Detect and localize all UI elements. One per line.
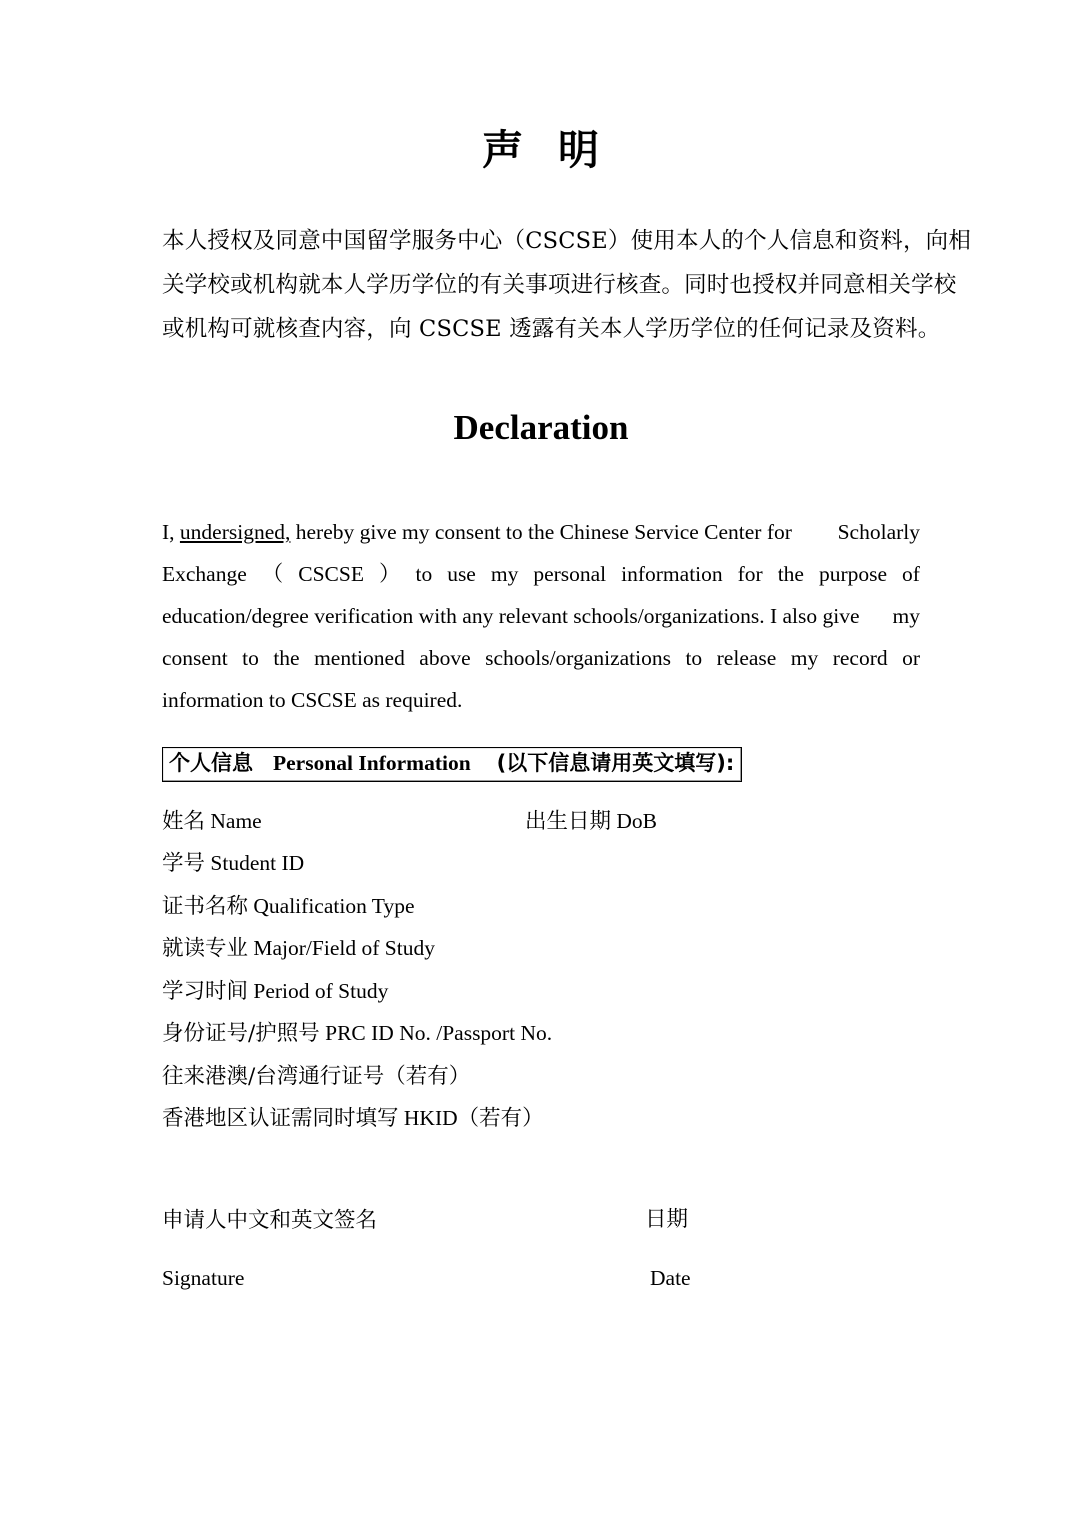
undersigned-underlined: undersigned, (179, 520, 291, 545)
field-label-hk-macau-taiwan-permit-chinese: 往来港澳/台湾通行证号（若有） (162, 1063, 471, 1089)
field-label-qualification-type-english: Qualification Type (253, 893, 415, 918)
field-label-id-passport-english: PRC ID No. /Passport No. (325, 1021, 553, 1046)
field-label-dob-english: DoB (616, 808, 658, 833)
personal-information-note: (以下信息请用英文填写): (496, 751, 735, 776)
english-word-the: the (777, 562, 804, 587)
english-line3-end: my (892, 604, 920, 629)
signature-label-english: Signature (162, 1265, 245, 1290)
english-paren-close: ） (378, 562, 401, 587)
english-word-to-3: to (685, 646, 703, 671)
field-label-major-chinese: 就读专业 (162, 936, 249, 962)
chinese-paragraph-line-3: 或机构可就核查内容，向 CSCSE 透露有关本人学历学位的任何记录及资料。 (162, 316, 941, 343)
english-word-the-2: the (273, 646, 300, 671)
field-label-name-chinese: 姓名 (162, 808, 206, 834)
chinese-title-char-2: 明 (558, 126, 600, 174)
chinese-title-char-1: 声 (482, 126, 524, 174)
field-row-period-of-study (162, 970, 920, 1013)
chinese-paragraph-line-1: 本人授权及同意中国留学服务中心（CSCSE）使用本人的个人信息和资料，向相 (162, 228, 972, 255)
english-paragraph-line-5: information to CSCSE as required. (162, 688, 463, 713)
field-label-hkid-chinese: 香港地区认证需同时填写 (162, 1106, 399, 1132)
field-label-qualification-type-chinese: 证书名称 (162, 893, 249, 919)
personal-information-english-label: Personal Information (273, 751, 471, 776)
field-label-name-english: Name (210, 808, 262, 833)
field-row-major (162, 927, 920, 970)
personal-information-header-box (162, 747, 742, 782)
field-label-dob-chinese: 出生日期 (525, 808, 612, 834)
english-paragraph-line-4 (162, 637, 920, 679)
field-label-student-id-english: Student ID (210, 851, 305, 876)
english-word-information: information (621, 562, 723, 587)
english-word-record: record (832, 646, 888, 671)
field-label-id-passport-chinese: 身份证号/护照号 (162, 1021, 320, 1047)
english-title: Declaration (453, 408, 629, 448)
chinese-declaration-paragraph (162, 175, 972, 351)
field-label-hkid-english: HKID（若有） (403, 1106, 544, 1131)
english-word-above: above (419, 646, 471, 671)
english-declaration-paragraph (162, 449, 920, 721)
english-word-cscse: CSCSE (298, 562, 364, 587)
field-row-qualification-type (162, 885, 920, 928)
english-word-of: of (902, 562, 920, 587)
english-paragraph-line-3 (162, 595, 920, 637)
english-word-for: for (737, 562, 763, 587)
date-label-english: Date (650, 1265, 691, 1290)
chinese-title (162, 0, 920, 175)
applicant-signature-label-chinese: 申请人中文和英文签名 (162, 1207, 378, 1233)
english-paragraph-line-1 (162, 511, 920, 553)
english-word-or: or (902, 646, 920, 671)
personal-information-chinese-label: 个人信息 (169, 751, 253, 776)
chinese-paragraph-line-2: 关学校或机构就本人学历学位的有关事项进行核查。同时也授权并同意相关学校 (162, 272, 957, 299)
date-label-chinese: 日期 (645, 1206, 689, 1232)
english-word-my-2: my (790, 646, 819, 671)
english-line3-start: education/degree verification with any relevant schools/organizations. I also give (162, 604, 860, 629)
field-row-hk-macau-taiwan-permit (162, 1055, 920, 1098)
english-word-purpose: purpose (818, 562, 888, 587)
english-word-personal: personal (533, 562, 607, 587)
field-label-dob (525, 800, 657, 844)
field-row-id-passport (162, 1012, 920, 1055)
field-row-hkid (162, 1097, 920, 1140)
document-content (162, 0, 972, 1322)
signature-row-english (162, 1264, 920, 1322)
english-word-mentioned: mentioned (314, 646, 405, 671)
field-label-period-of-study-english: Period of Study (253, 978, 389, 1003)
field-row-name (162, 800, 920, 843)
english-word-consent: consent (162, 646, 228, 671)
english-line1-end: Scholarly (837, 520, 920, 545)
english-line1-start (162, 511, 792, 553)
english-word-release: release (716, 646, 777, 671)
signature-block (162, 1140, 920, 1322)
english-word-my: my (490, 562, 519, 587)
field-label-student-id-chinese: 学号 (162, 851, 206, 877)
english-word-exchange: Exchange (162, 562, 247, 587)
field-label-period-of-study-chinese: 学习时间 (162, 978, 249, 1004)
english-paren-open: （ (261, 562, 284, 587)
english-word-to: to (415, 562, 433, 587)
english-word-use: use (447, 562, 476, 587)
english-word-to-2: to (242, 646, 259, 671)
signature-row-chinese (162, 1206, 920, 1264)
english-word-schools-organizations: schools/organizations (485, 646, 671, 671)
personal-information-fields (162, 782, 920, 1140)
english-paragraph-line-2 (162, 553, 920, 595)
english-line1-rest: hereby give my consent to the Chinese Service Center for (290, 520, 792, 545)
field-label-major-english: Major/Field of Study (253, 936, 435, 961)
field-row-student-id (162, 842, 920, 885)
english-line1-lead: I, (162, 520, 180, 545)
